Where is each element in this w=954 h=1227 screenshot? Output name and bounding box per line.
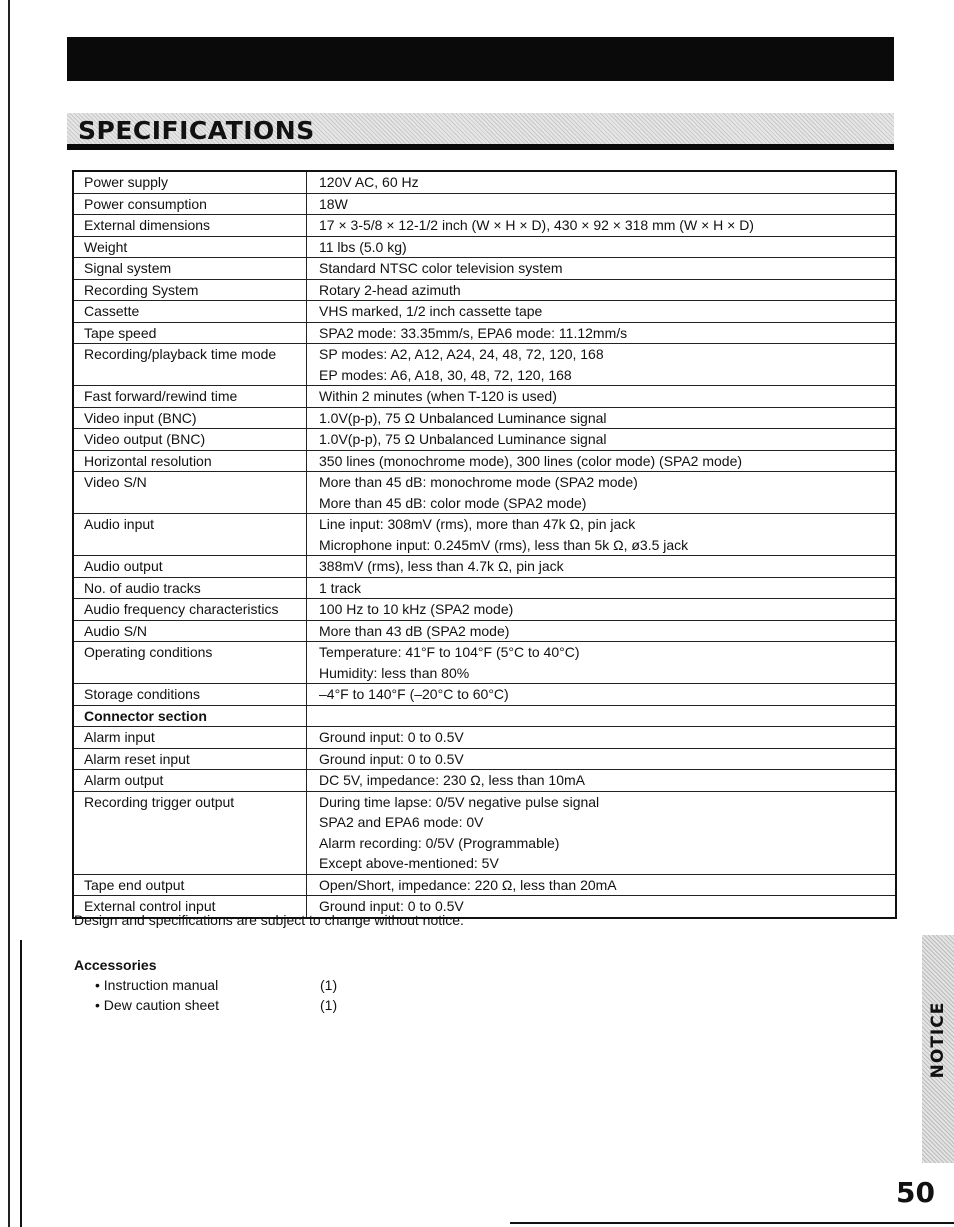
spec-value-cell bbox=[307, 301, 897, 323]
table-row bbox=[73, 620, 896, 642]
spec-value-line: 1.0V(p-p), 75 Ω Unbalanced Luminance signal bbox=[319, 409, 607, 426]
table-row bbox=[73, 642, 896, 684]
spec-value-cell bbox=[307, 705, 897, 727]
spec-value-line: Within 2 minutes (when T-120 is used) bbox=[319, 388, 557, 404]
table-row bbox=[73, 171, 896, 193]
spec-value-line: DC 5V, impedance: 230 Ω, less than 10mA bbox=[319, 772, 585, 788]
page-title: SPECIFICATIONS bbox=[78, 116, 315, 145]
spec-value-cell bbox=[307, 279, 897, 301]
spec-value-line: Humidity: less than 80% bbox=[319, 664, 470, 681]
left-margin-rule bbox=[8, 0, 10, 1227]
bottom-rule bbox=[510, 1222, 954, 1224]
spec-label-cell: Alarm reset input bbox=[73, 748, 307, 770]
table-row bbox=[73, 450, 896, 472]
table-row bbox=[73, 514, 896, 556]
spec-value-cell bbox=[307, 429, 897, 451]
spec-value-line: Temperature: 41°F to 104°F (5°C to 40°C) bbox=[319, 644, 580, 660]
table-row bbox=[73, 577, 896, 599]
spec-label-cell: Operating conditions bbox=[73, 642, 307, 684]
spec-value-cell bbox=[307, 748, 897, 770]
spec-value-line: 120V AC, 60 Hz bbox=[319, 174, 419, 190]
spec-value-line: VHS marked, 1/2 inch cassette tape bbox=[319, 303, 543, 319]
table-row bbox=[73, 727, 896, 749]
spec-label-cell: Audio output bbox=[73, 556, 307, 578]
table-row bbox=[73, 193, 896, 215]
table-row bbox=[73, 770, 896, 792]
spec-value-line: Ground input: 0 to 0.5V bbox=[319, 750, 464, 767]
list-item bbox=[95, 995, 337, 1015]
accessory-qty: (1) bbox=[320, 997, 338, 1013]
spec-value-cell bbox=[307, 874, 897, 896]
spec-value-line: 1.0V(p-p), 75 Ω Unbalanced Luminance signal bbox=[319, 431, 607, 447]
spec-value-line: 350 lines (monochrome mode), 300 lines (color mode) (SPA2 mode) bbox=[319, 452, 743, 469]
spec-label-cell: Signal system bbox=[73, 258, 307, 280]
spec-value-cell bbox=[307, 193, 897, 215]
spec-value-line: Ground input: 0 to 0.5V bbox=[319, 729, 464, 745]
table-row bbox=[73, 556, 896, 578]
table-row bbox=[73, 684, 896, 706]
left-margin-rule-lower bbox=[20, 940, 22, 1227]
section-heading-cell: Connector section bbox=[73, 705, 307, 727]
spec-label-cell: Horizontal resolution bbox=[73, 450, 307, 472]
spec-label-cell: Audio input bbox=[73, 514, 307, 556]
spec-value-line: More than 43 dB (SPA2 mode) bbox=[319, 622, 510, 639]
table-row bbox=[73, 705, 896, 727]
spec-label-cell: Storage conditions bbox=[73, 684, 307, 706]
accessory-name: • Dew caution sheet bbox=[95, 997, 219, 1013]
spec-value-line: More than 45 dB: color mode (SPA2 mode) bbox=[319, 494, 587, 511]
table-row bbox=[73, 322, 896, 344]
spec-value-line: SPA2 mode: 33.35mm/s, EPA6 mode: 11.12mm/s bbox=[319, 324, 628, 341]
spec-value-line: –4°F to 140°F (–20°C to 60°C) bbox=[319, 686, 509, 702]
spec-value-line: SPA2 and EPA6 mode: 0V bbox=[319, 814, 484, 830]
spec-value-line: Except above-mentioned: 5V bbox=[319, 855, 499, 871]
spec-value-line: 11 lbs (5.0 kg) bbox=[319, 238, 407, 255]
spec-value-cell bbox=[307, 577, 897, 599]
table-row bbox=[73, 215, 896, 237]
table-row bbox=[73, 874, 896, 896]
accessories-title: Accessories bbox=[74, 957, 157, 973]
accessory-qty: (1) bbox=[320, 977, 338, 993]
spec-label-cell: External dimensions bbox=[73, 215, 307, 237]
spec-value-line: SP modes: A2, A12, A24, 24, 48, 72, 120, 168 bbox=[319, 346, 604, 362]
table-row bbox=[73, 472, 896, 514]
specifications-table bbox=[72, 170, 897, 919]
spec-value-line: During time lapse: 0/5V negative pulse signal bbox=[319, 793, 600, 810]
spec-value-line: Line input: 308mV (rms), more than 47k Ω, pin jack bbox=[319, 516, 636, 532]
spec-value-cell bbox=[307, 171, 897, 193]
header-bar bbox=[67, 37, 894, 81]
page-number: 50 bbox=[896, 1176, 935, 1209]
spec-value-cell bbox=[307, 322, 897, 344]
spec-value-line: 1 track bbox=[319, 579, 362, 596]
spec-value-cell bbox=[307, 620, 897, 642]
spec-label-cell: Weight bbox=[73, 236, 307, 258]
spec-value-line bbox=[319, 706, 885, 727]
table-row bbox=[73, 386, 896, 408]
spec-value-cell bbox=[307, 407, 897, 429]
spec-value-cell bbox=[307, 386, 897, 408]
table-row bbox=[73, 407, 896, 429]
spec-value-line: 388mV (rms), less than 4.7k Ω, pin jack bbox=[319, 558, 564, 574]
spec-value-cell bbox=[307, 684, 897, 706]
spec-label-cell: Fast forward/rewind time bbox=[73, 386, 307, 408]
accessories-list bbox=[95, 975, 337, 1015]
spec-value-line: Alarm recording: 0/5V (Programmable) bbox=[319, 834, 560, 851]
spec-value-cell bbox=[307, 599, 897, 621]
spec-label-cell: Video output (BNC) bbox=[73, 429, 307, 451]
spec-label-cell: Power consumption bbox=[73, 193, 307, 215]
spec-value-cell bbox=[307, 236, 897, 258]
spec-value-line: More than 45 dB: monochrome mode (SPA2 mode) bbox=[319, 474, 638, 490]
table-row bbox=[73, 236, 896, 258]
spec-label-cell: Alarm output bbox=[73, 770, 307, 792]
spec-label-cell: Cassette bbox=[73, 301, 307, 323]
spec-value-cell bbox=[307, 472, 897, 514]
spec-value-cell bbox=[307, 642, 897, 684]
spec-label-cell: Tape speed bbox=[73, 322, 307, 344]
spec-value-cell bbox=[307, 514, 897, 556]
spec-value-line: 100 Hz to 10 kHz (SPA2 mode) bbox=[319, 601, 514, 617]
spec-value-line: Ground input: 0 to 0.5V bbox=[319, 898, 464, 914]
table-row bbox=[73, 279, 896, 301]
table-row bbox=[73, 301, 896, 323]
spec-value-cell bbox=[307, 450, 897, 472]
spec-value-line: Open/Short, impedance: 220 Ω, less than 20mA bbox=[319, 876, 617, 893]
spec-value-cell bbox=[307, 770, 897, 792]
spec-value-line: EP modes: A6, A18, 30, 48, 72, 120, 168 bbox=[319, 366, 572, 383]
spec-value-cell bbox=[307, 727, 897, 749]
spec-label-cell: External control input bbox=[73, 896, 307, 918]
table-row bbox=[73, 599, 896, 621]
spec-label-cell: Video S/N bbox=[73, 472, 307, 514]
spec-value-cell bbox=[307, 258, 897, 280]
spec-value-line: Microphone input: 0.245mV (rms), less than 5k Ω, ø3.5 jack bbox=[319, 536, 689, 553]
spec-label-cell: Recording trigger output bbox=[73, 791, 307, 874]
table-row bbox=[73, 429, 896, 451]
spec-label-cell: Audio frequency characteristics bbox=[73, 599, 307, 621]
accessory-name: • Instruction manual bbox=[95, 977, 219, 993]
change-notice: Design and specifications are subject to change without notice. bbox=[74, 912, 464, 928]
table-row bbox=[73, 791, 896, 874]
spec-value-cell bbox=[307, 215, 897, 237]
section-tab-label: NOTICE bbox=[928, 1001, 948, 1079]
table-row bbox=[73, 748, 896, 770]
spec-value-line: Standard NTSC color television system bbox=[319, 260, 563, 276]
spec-label-cell: Power supply bbox=[73, 171, 307, 193]
spec-value-cell bbox=[307, 344, 897, 386]
spec-label-cell: Alarm input bbox=[73, 727, 307, 749]
spec-label-cell: Tape end output bbox=[73, 874, 307, 896]
spec-value-line: Rotary 2-head azimuth bbox=[319, 281, 461, 298]
spec-value-line: 18W bbox=[319, 195, 348, 212]
spec-label-cell: Recording System bbox=[73, 279, 307, 301]
spec-label-cell: Audio S/N bbox=[73, 620, 307, 642]
spec-label-cell: No. of audio tracks bbox=[73, 577, 307, 599]
table-row bbox=[73, 344, 896, 386]
spec-label-cell: Recording/playback time mode bbox=[73, 344, 307, 386]
spec-label-cell: Video input (BNC) bbox=[73, 407, 307, 429]
spec-value-cell bbox=[307, 791, 897, 874]
spec-value-cell bbox=[307, 556, 897, 578]
table-row bbox=[73, 258, 896, 280]
spec-value-line: 17 × 3-5/8 × 12-1/2 inch (W × H × D), 430 × 92 × 318 mm (W × H × D) bbox=[319, 217, 754, 233]
list-item bbox=[95, 975, 337, 995]
